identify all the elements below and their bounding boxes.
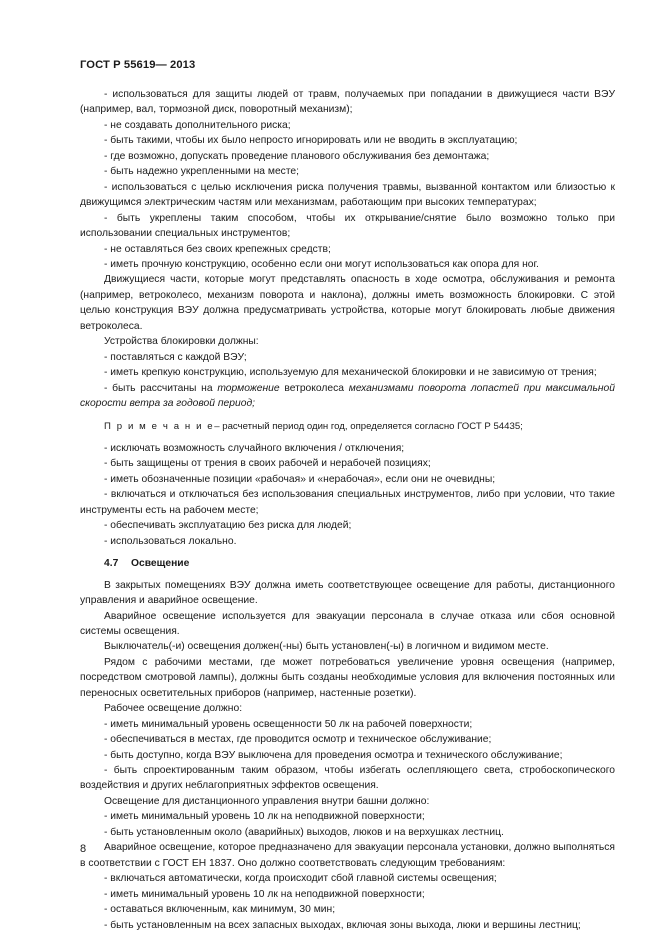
section-title: Освещение [131, 558, 190, 570]
list-item: - не оставляться без своих крепежных средств; [104, 243, 331, 255]
note-label: П р и м е ч а н и е [104, 420, 215, 432]
list-item: - не создавать дополнительного риска; [104, 119, 291, 131]
list-item: - иметь минимальный уровень 10 лк на неподвижной поверхности; [104, 811, 425, 823]
section-number: 4.7 [104, 558, 119, 570]
list-item: - включаться и отключаться без использования специальных инструментов, либо при условии, что такие инструменты есть на рабочем месте; [80, 489, 615, 516]
list-item: - быть защищены от трения в своих рабочей и нерабочей позициях; [104, 458, 431, 470]
text-run: ветроколеса [279, 382, 349, 394]
lighting-section [80, 578, 615, 933]
list-item: - иметь обозначенные позиции «рабочая» и «нерабочая», если они не очевидны; [104, 473, 496, 485]
list-item: - включаться автоматически, когда происходит сбой главной системы освещения; [104, 873, 497, 885]
paragraph: Рядом с рабочими местами, где может потребоваться увеличение уровня освещения (например, посредством смотровой лампы), должны быть созданы необходимые условия для включения постоянных или переносных осветительных приборов (например, настенные розетки). [80, 656, 615, 699]
paragraph: Аварийное освещение используется для эвакуации персонала в случае отказа или сбоя основной системы освещения. [80, 610, 615, 637]
section-heading [104, 556, 615, 571]
text-run: - быть рассчитаны на [104, 382, 218, 394]
list-item: - исключать возможность случайного включения / отключения; [104, 442, 405, 454]
paragraph: Аварийное освещение, которое предназначено для эвакуации персонала установки, должно выполняться в соответствии с ГОСТ ЕН 1837. Оно должно соответствовать следующим требованиям: [80, 842, 615, 869]
paragraph: Рабочее освещение должно: [104, 703, 243, 715]
switch-requirements [80, 441, 615, 549]
italic-run: торможение [217, 382, 280, 394]
list-item: - оставаться включенным, как минимум, 30 мин; [104, 904, 336, 916]
list-item: - поставляться с каждой ВЭУ; [104, 351, 247, 363]
note [80, 419, 615, 434]
list-item: - обеспечивать эксплуатацию без риска для людей; [104, 520, 352, 532]
paragraph: Освещение для дистанционного управления внутри башни должно: [104, 795, 430, 807]
page-header: ГОСТ Р 55619— 2013 [80, 59, 196, 71]
list-item: - быть спроектированным таким образом, чтобы избегать ослепляющего света, стробоскопического воздействия и других неблагоприятных эффектов освещения. [80, 765, 615, 792]
list-item: - иметь минимальный уровень освещенности 50 лк на рабочей поверхности; [104, 718, 473, 730]
list-item-italic [80, 381, 615, 412]
paragraph: Устройства блокировки должны: [104, 336, 259, 348]
list-item: - использоваться локально. [104, 535, 237, 547]
list-item: - использоваться с целью исключения риска получения травмы, вызванной контактом или близостью к движущимся электрическим частям или механизмам, работающим при высоких температурах; [80, 181, 615, 209]
paragraph: Выключатель(-и) освещения должен(-ны) быть установлен(-ы) в логичном и видимом месте. [104, 641, 549, 653]
italic-run: механизмами поворота лопастей при максимальной скорости ветра за годовой период; [80, 382, 615, 410]
protection-requirements [80, 87, 615, 412]
paragraph: Движущиеся части, которые могут представлять опасность в ходе осмотра, обслуживания и ремонта (например, ветроколесо, механизм поворота и наклона), должны иметь возможность блокировки. С этой целью конструкция ВЭУ должна предусматривать устройства, которые могут блокировать любые движения ветроколеса. [80, 274, 615, 332]
paragraph: В закрытых помещениях ВЭУ должна иметь соответствующее освещение для работы, дистанционного управления и аварийное освещение. [80, 579, 615, 607]
note-text: – расчетный период один год, определяется согласно ГОСТ Р 54435; [214, 420, 523, 432]
list-item: - обеспечиваться в местах, где проводится осмотр и техническое обслуживание; [104, 734, 492, 746]
list-item: - где возможно, допускать проведение планового обслуживания без демонтажа; [104, 150, 490, 162]
list-item: - быть установленным на всех запасных выходах, включая зоны выхода, люки и вершины лестниц; [104, 919, 581, 931]
list-item: - использоваться для защиты людей от травм, получаемых при попадании в движущиеся части ВЭУ (например, вал, тормозной диск, поворотный механизм); [80, 89, 615, 116]
list-item: - быть надежно укрепленными на месте; [104, 166, 300, 178]
list-item: - быть такими, чтобы их было непросто игнорировать или не вводить в эксплуатацию; [104, 135, 518, 147]
page-number: 8 [80, 843, 87, 855]
list-item: - иметь прочную конструкцию, особенно если они могут использоваться как опора для ног. [104, 258, 539, 270]
list-item: - быть доступно, когда ВЭУ выключена для проведения осмотра и технического обслуживание; [104, 749, 563, 761]
list-item: - быть укреплены таким способом, чтобы их открывание/снятие было возможно только при использовании специальных инструментов; [80, 212, 615, 240]
document-body [80, 87, 615, 933]
list-item: - иметь крепкую конструкцию, используемую для механической блокировки и не зависимую от трения; [104, 367, 597, 379]
list-item: - быть установленным около (аварийных) выходов, люков и на верхушках лестниц. [104, 826, 504, 838]
list-item: - иметь минимальный уровень 10 лк на неподвижной поверхности; [104, 888, 425, 900]
